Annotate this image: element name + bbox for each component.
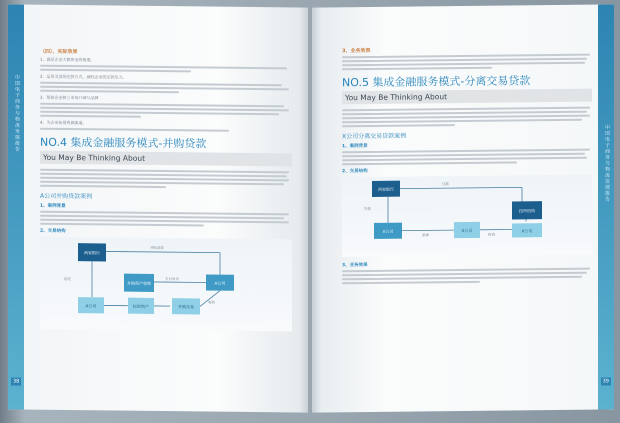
no5-subtitle: You May Be Thinking About	[342, 89, 592, 105]
case-subheading-background: 1、案例背景	[342, 143, 368, 150]
body-text-block	[40, 128, 292, 133]
left-page-number: 38	[13, 378, 20, 385]
case-subheading-effect: 3、业务效果	[342, 262, 368, 269]
edge-label-pledge: 质押	[422, 233, 429, 238]
left-band-text: 中国电子商务与物流发展报告	[14, 74, 20, 153]
intro-point-4: 4、为企业拓展资源渠道。	[40, 119, 87, 126]
edge-label-invest: 投资	[488, 232, 495, 237]
body-text-block	[342, 268, 592, 285]
left-page-content	[40, 45, 292, 337]
intro-point-3: 3、帮助企业树立市场口碑与品牌	[40, 94, 99, 101]
no5-title: NO.5 集成金融服务模式-分离交易贷款	[342, 74, 531, 90]
node-company-x-mid: X公司	[454, 222, 480, 238]
edge-label-repay: 还款	[442, 182, 449, 187]
body-text-block	[40, 82, 292, 95]
body-text-block	[40, 211, 292, 228]
intro-point-1: 1、满足企业大额资金的需要。	[40, 56, 95, 63]
right-page	[312, 4, 614, 412]
case-subheading-structure: 2、交易结构	[342, 168, 368, 175]
edge-label-payment: 支付对价	[165, 277, 179, 282]
body-text-block	[40, 169, 292, 190]
edge-label-acquire: 收购	[208, 300, 215, 305]
no4-subtitle: You May Be Thinking About	[40, 151, 292, 167]
transaction-structure-diagram	[342, 175, 592, 258]
section-heading: （四）、实际效果	[40, 48, 78, 56]
node-banks: 两家银行	[372, 181, 400, 197]
left-side-band	[8, 4, 24, 409]
body-text-block	[342, 149, 592, 166]
right-band-text: 中国电子商务与物流发展报告	[604, 124, 610, 203]
edge-label-repay: 偿还	[64, 277, 71, 282]
right-page-content	[342, 45, 592, 288]
right-page-number: 39	[602, 378, 609, 385]
node-company-a-right: A公司	[206, 275, 234, 291]
transaction-structure-diagram	[40, 237, 292, 332]
body-text-block	[342, 107, 592, 128]
edge-label-loan: 贷款	[364, 206, 371, 212]
node-asset-acquisition: 并购资产收购	[124, 274, 154, 292]
edge-label-loan: 并购贷款	[150, 245, 164, 251]
body-text-block	[40, 103, 292, 120]
body-text-block	[40, 65, 292, 74]
case-subheading-structure: 2、交易结构	[40, 228, 66, 235]
case-title: A公司并购贷款案例	[40, 192, 93, 201]
case-title: X公司分离交易贷款案例	[342, 132, 407, 141]
node-target-asset: 标的资产	[128, 298, 154, 314]
body-text-block	[342, 54, 592, 71]
right-side-band	[598, 4, 614, 409]
node-investor: 投资机构	[512, 201, 542, 219]
intro-point-2: 2、运用灵活的还款方式，减轻企业的还款压力。	[40, 73, 127, 80]
section-heading: 3、业务效果	[342, 47, 371, 55]
node-banks: 两家银行	[78, 243, 106, 261]
no4-title: NO.4 集成金融服务模式-并购贷款	[40, 135, 207, 151]
node-company-x-left: X公司	[374, 223, 402, 239]
node-company-x-right: X公司	[512, 223, 542, 237]
node-deal: 并购交易	[172, 298, 200, 314]
case-subheading-background: 1、案例背景	[40, 203, 66, 210]
left-page	[8, 4, 308, 412]
node-company-a-left: A公司	[78, 297, 104, 313]
